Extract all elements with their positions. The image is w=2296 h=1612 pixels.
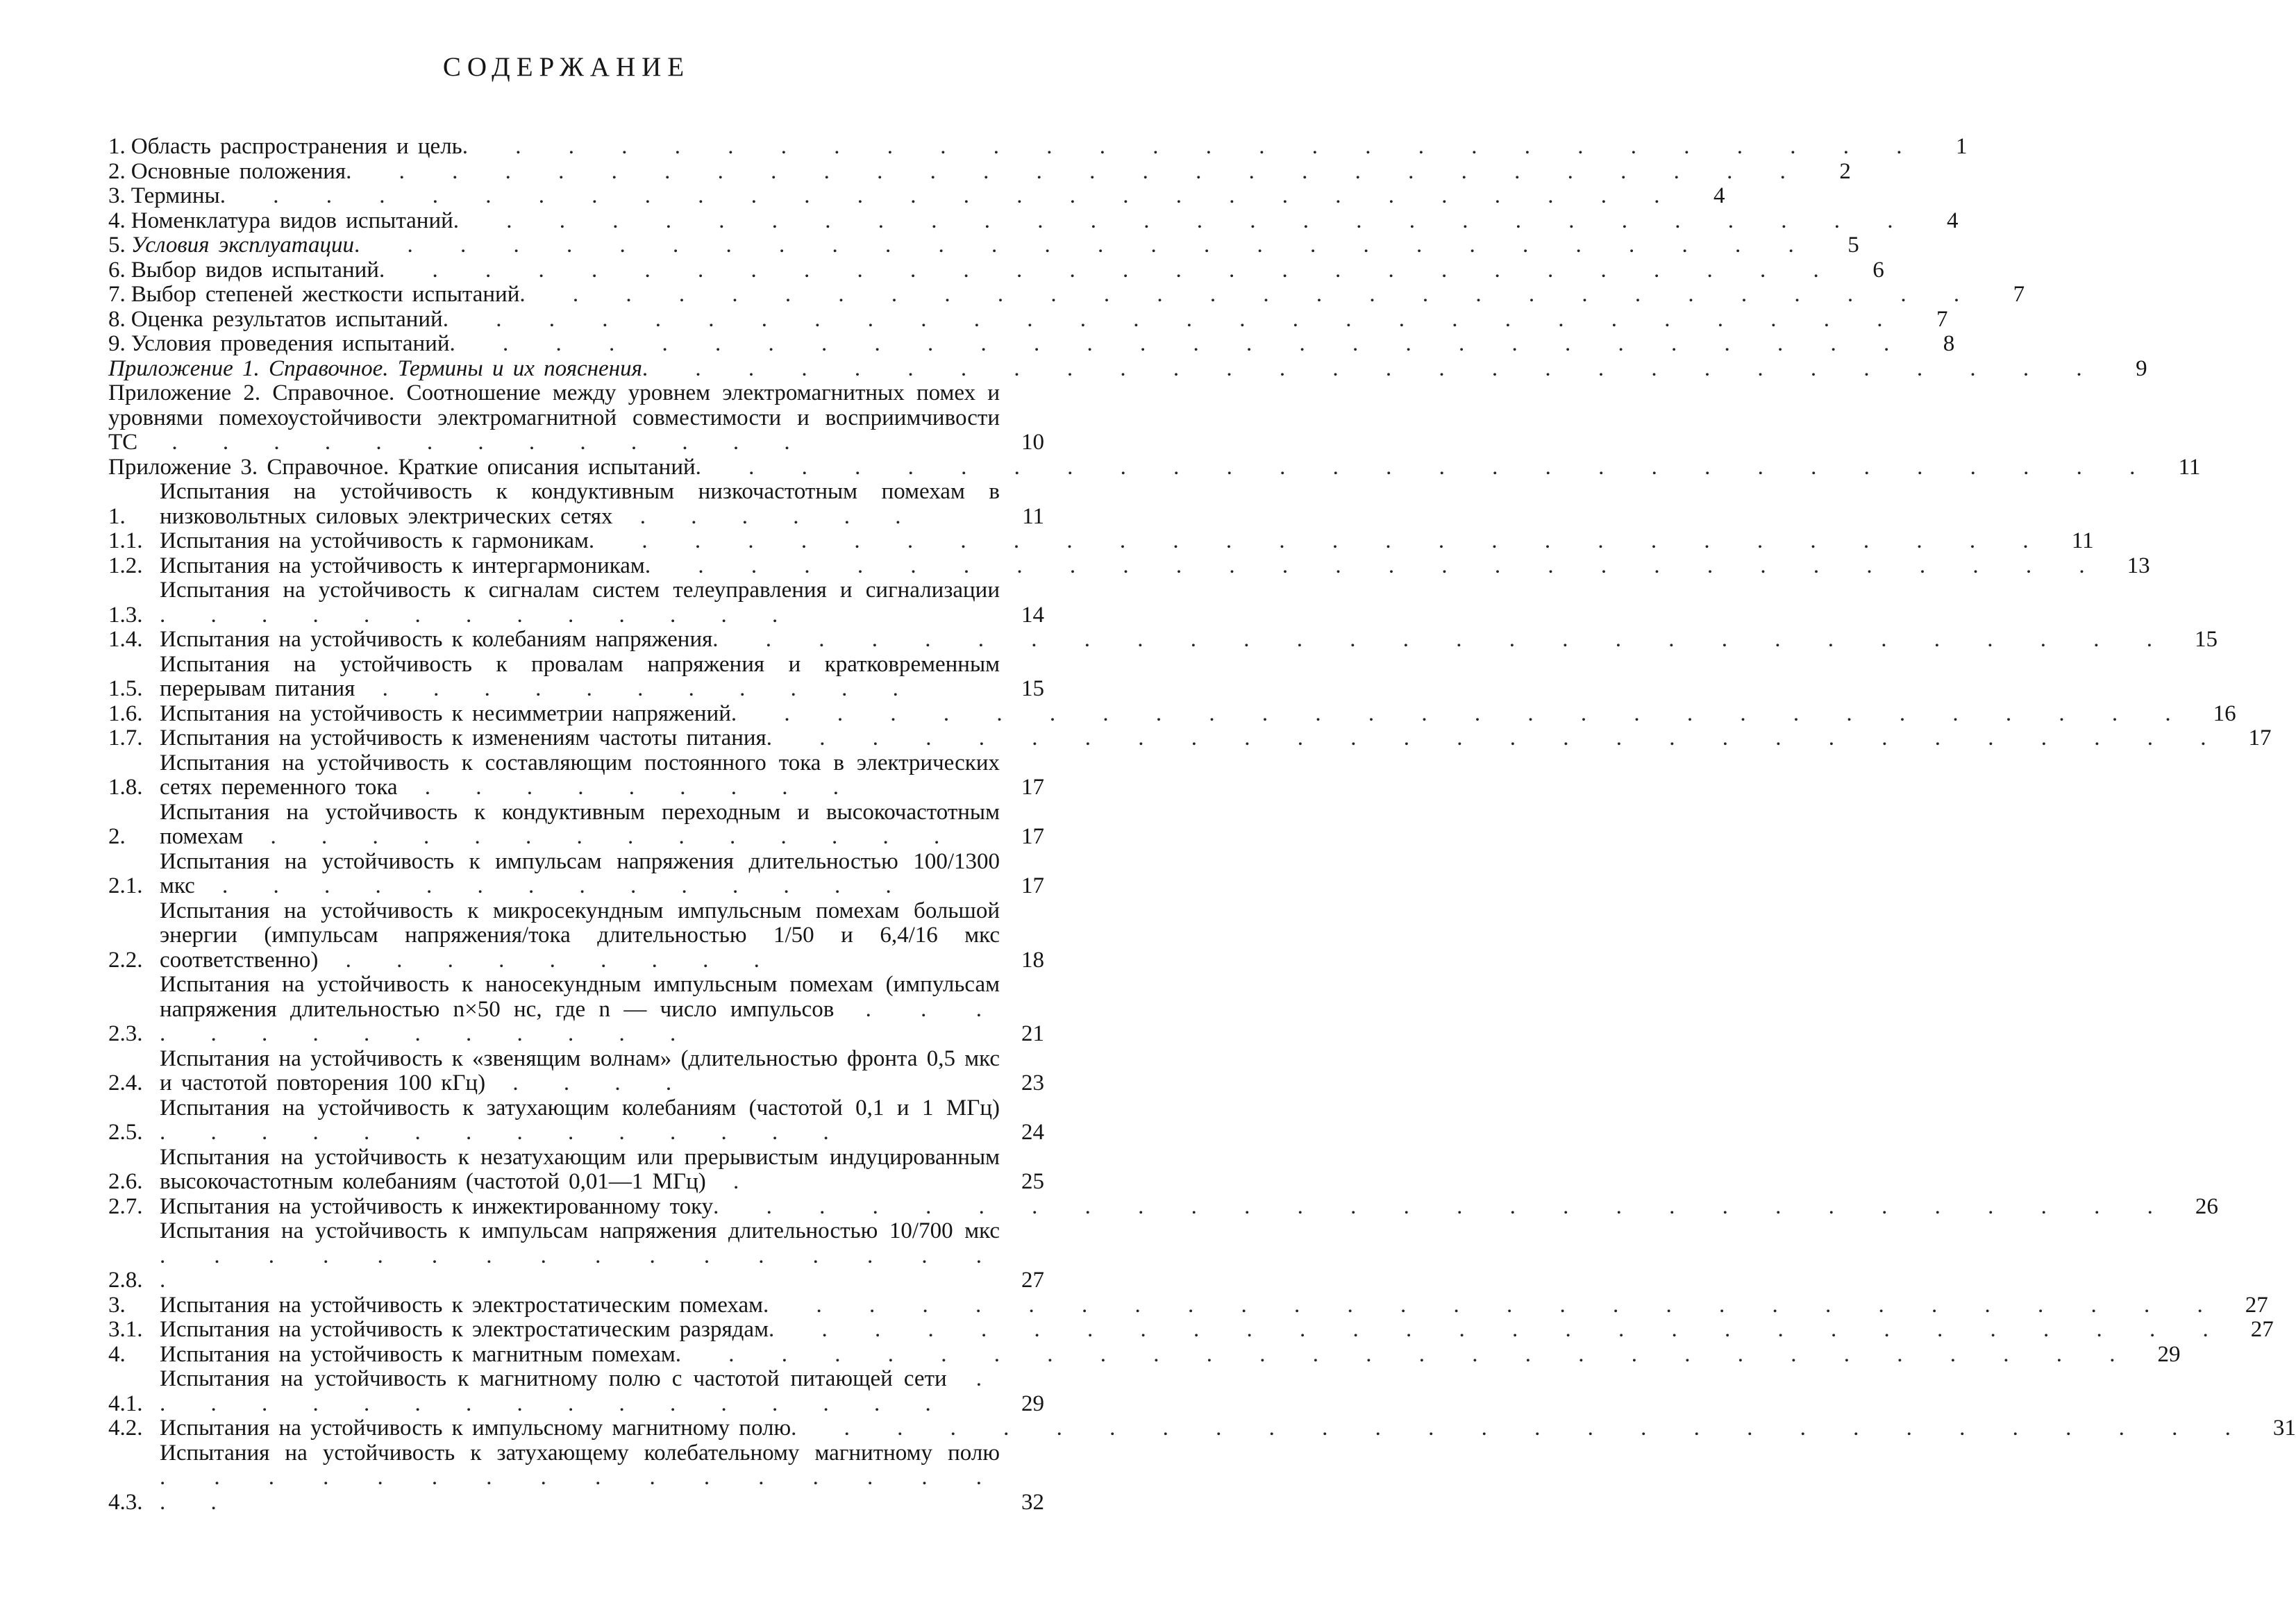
toc-entry-page: 1 [1955,134,1968,159]
toc-entry-a3-2-2[interactable] [108,899,1044,973]
dot-leader: . . . . . . . . . . . . . . . . . . . . . . . . . . . . [675,1341,2136,1367]
toc-entry-a3-2-5[interactable] [108,1096,1044,1145]
toc-entry-page: 4 [1947,208,1959,233]
toc-entry-title: Испытания на устойчивость к импульсам напряжения длительностью 10/700 мкс . . . . . . . . . . . . . . . . . [160,1218,1000,1293]
toc-entry-title: Испытания на устойчивость к гармоникам [160,528,589,553]
toc-entry-9[interactable] [108,331,1955,357]
toc-entry-a3-1-3[interactable] [108,578,1044,628]
toc-entry-a3-2-4[interactable] [108,1047,1044,1096]
toc-entry-number: 2. [108,158,126,184]
toc-entry-title: Испытания на устойчивость к импульсам напряжения длительностью 100/1300 мкс . . . . . . . . . . . . . . [160,848,1000,898]
toc-entry-title: Испытания на устойчивость к электростатическим разрядам [160,1317,769,1342]
toc-entry-page: 7 [2013,282,2025,307]
toc-entry-a3-3[interactable] [108,1292,2268,1318]
toc-entry-title: Приложение 2. Справочное. Соотношение между уровнем электромагнитных помех и уровнями помехоустойчивости электромагнитной совместимости и восприимчивости ТС . . . . . . . . . . . . . [108,380,1000,455]
toc-entry-title: Испытания на устойчивость к кондуктивным переходным и высокочастотным помехам . . . . . . . . . . . . . . [160,799,1000,849]
toc-entry-a3-4[interactable] [108,1341,2181,1368]
toc-entry-appendix-2[interactable] [108,381,1044,455]
toc-entry-title: Приложение 1. Справочное. Термины и их пояснения [108,355,642,381]
toc-entry-a3-2-6[interactable] [108,1145,1044,1195]
dot-leader: . . . . . . . . . . . . . . . . . . . . . . . . . . . . [791,1416,2252,1441]
toc-entry-title: Испытания на устойчивость к колебаниям напряжения [160,627,713,652]
toc-entry-page: 27 [2245,1292,2268,1318]
dot-leader: . . . . . . . . . . . . . . . . . . . . . . . . . . . . [644,553,2106,578]
toc-entry-page: 23 [1021,1071,1044,1095]
toc-entry-page: 25 [1021,1169,1044,1194]
toc-entry-number: 1.4. [108,627,143,652]
toc-entry-a3-2-1[interactable] [108,850,1044,899]
toc-entry-title: Выбор степеней жесткости испытаний [131,282,520,307]
toc-entry-page: 14 [1021,602,1044,628]
toc-entry-number: 3. [108,1292,126,1318]
toc-entry-title: Испытания на устойчивость к провалам напряжения и кратковременным перерывам питания . . . . . . . . . . . [160,651,1000,701]
toc-entry-page: 29 [2157,1341,2181,1367]
dot-leader: . . . . . . . . . . . . . . . . . . . . . . . . . . . . [766,725,2227,750]
toc-entry-a3-3-1[interactable] [108,1317,2274,1343]
toc-entry-a3-1-5[interactable] [108,653,1044,702]
toc-entry-page: 17 [1021,824,1044,849]
toc-entry-title: Испытания на устойчивость к составляющим постоянного тока в электрических сетях переменного тока . . . . . . . . . [160,750,1000,800]
table-of-contents [108,134,2296,1515]
toc-entry-4[interactable] [108,208,1959,234]
dot-leader: . . . . . . . . . . . . . . . . . . . . . . . . . . . . [519,282,1981,307]
toc-entry-appendix-3[interactable] [108,454,2201,480]
dot-leader: . . . . . . . . . . . . . . . . . . . . . . . . . . . . [442,306,1904,332]
toc-entry-title: Испытания на устойчивость к кондуктивным низкочастотным помехам в низковольтных силовых электрических сетях . . . . . . [160,479,1000,529]
dot-leader: . . . . . . . . . . . . . . . . . . . . . . . . . . . . [768,1317,2229,1342]
toc-entry-number: 2.4. [108,1071,143,1095]
dot-leader: . . . . . . . . . . . . . . . . . . . . . . . . . . . . [462,134,1923,159]
toc-entry-number: 7. [108,282,126,307]
toc-entry-a3-1-7[interactable] [108,725,2272,751]
toc-entry-title: Испытания на устойчивость к магнитным помехам [160,1341,676,1367]
dot-leader: . . . . . . . . . . . . . . . . . . . . . . . . . . . . [763,1292,2224,1318]
toc-entry-title: Выбор видов испытаний [131,257,379,283]
toc-entry-number: 9. [108,331,126,356]
toc-entry-a3-1-6[interactable] [108,700,2236,727]
dot-leader: . . . . . . . . . . . . . . . . . . . . . . . . . . . . [346,158,1807,184]
toc-entry-6[interactable] [108,257,1884,283]
toc-entry-number: 2.6. [108,1169,143,1194]
dot-leader: . . . . . . . . . . . . . . . . . . . . . . . . . . . . [449,331,1911,356]
toc-entry-page: 31 [2272,1416,2296,1441]
toc-entry-title: Испытания на устойчивость к несимметрии напряжений [160,700,731,726]
toc-entry-a3-1-8[interactable] [108,751,1044,800]
toc-entry-number: 3.1. [108,1317,143,1342]
page-title: СОДЕРЖАНИЕ [442,52,691,82]
toc-entry-number: 4. [108,208,126,233]
dot-leader: . . . . . . . . . . . . . . . . . . . . . . . . . . . . [378,257,1840,283]
dot-leader: . . . . . . . . . . . . . . . . . . . . . . . . . . . . [588,528,2050,553]
toc-entry-page: 21 [1021,1021,1044,1046]
toc-entry-number: 2.1. [108,873,143,898]
toc-entry-appendix-1[interactable] [108,355,2147,382]
toc-entry-a3-4-3[interactable] [108,1441,1044,1516]
toc-entry-page: 4 [1713,183,1725,208]
toc-entry-page: 5 [1847,233,1859,258]
toc-entry-page: 15 [1021,676,1044,701]
toc-entry-title: Испытания на устойчивость к «звенящим волнам» (длительностью фронта 0,5 мкс и частотой повторения 100 кГц) . . . . [160,1046,1000,1095]
toc-entry-number: 1.5. [108,676,143,701]
toc-entry-title: Испытания на устойчивость к изменениям частоты питания [160,725,766,750]
toc-entry-title: Испытания на устойчивость к затухающим колебаниям (частотой 0,1 и 1 МГц) . . . . . . . . . . . . . . [160,1095,1000,1145]
toc-entry-a3-1-4[interactable] [108,627,2218,653]
toc-entry-2[interactable] [108,158,1851,185]
toc-entry-a3-1-1[interactable] [108,528,2094,554]
dot-leader: . . . . . . . . . . . . . . . . . . . . . . . . . . . . [695,454,2156,480]
dot-leader: . . . . . . . . . . . . . . . . . . . . . . . . . . . . [713,1193,2174,1219]
toc-entry-number: 4.3. [108,1489,143,1515]
toc-entry-number: 1.3. [108,602,143,628]
toc-entry-page: 2 [1839,158,1851,184]
toc-entry-a3-4-1[interactable] [108,1367,1044,1416]
toc-entry-title: Испытания на устойчивость к микросекундным импульсным помехам большой энергии (импульсам напряжения/тока длительностью 1/50 и 6,4/16 мкс соответственно) . . . . . . . . . [160,898,1000,973]
toc-entry-page: 13 [2127,553,2150,578]
toc-entry-number: 4.1. [108,1391,143,1416]
toc-entry-3[interactable] [108,183,1725,209]
toc-entry-title: Испытания на устойчивость к магнитному полю с частотой питающей сети . . . . . . . . . . . . . . . . . [160,1366,1000,1416]
toc-entry-title: Испытания на устойчивость к сигналам систем телеуправления и сигнализации . . . . . . . . . . . . . [160,578,1000,628]
toc-entry-5[interactable] [108,233,1859,258]
toc-entry-number: 2.8. [108,1268,143,1293]
dot-leader: . . . . . . . . . . . . . . . . . . . . . . . . . . . . [712,627,2174,652]
toc-entry-a3-2-3[interactable] [108,973,1044,1047]
toc-entry-number: 2.5. [108,1120,143,1145]
dot-leader: . . . . . . . . . . . . . . . . . . . . . . . . . . . . [219,183,1681,208]
toc-entry-number: 1. [108,134,126,159]
toc-entry-page: 11 [2071,528,2094,553]
toc-entry-page: 11 [1022,503,1044,529]
toc-entry-title: Основные положения [131,158,346,184]
toc-entry-page: 29 [1021,1391,1044,1416]
toc-entry-title: Оценка результатов испытаний [131,306,443,332]
toc-entry-title: Испытания на устойчивость к электростатическим помехам [160,1292,763,1318]
toc-entry-title: Условия проведения испытаний [131,331,450,356]
dot-leader: . . . . . . . . . . . . . . . . . . . . . . . . . . . . [353,233,1815,258]
toc-entry-a3-2-8[interactable] [108,1219,1044,1293]
toc-entry-number: 1.8. [108,775,143,800]
toc-entry-page: 18 [1021,947,1044,973]
toc-entry-number: 4. [108,1341,126,1367]
toc-entry-a3-2[interactable] [108,800,1044,850]
toc-entry-page: 24 [1021,1120,1044,1145]
toc-entry-number: 3. [108,183,126,208]
toc-entry-page: 32 [1021,1489,1044,1515]
toc-entry-title: Испытания на устойчивость к интергармоникам [160,553,645,578]
toc-entry-number: 5. [108,233,126,258]
toc-entry-number: 2. [108,824,126,849]
toc-entry-number: 1.6. [108,700,143,726]
toc-entry-page: 7 [1936,306,1948,332]
toc-entry-title: Испытания на устойчивость к затухающему колебательному магнитному полю . . . . . . . . . . . . . . . . . . [160,1440,1000,1515]
toc-entry-number: 1. [108,503,126,529]
toc-entry-7[interactable] [108,282,2025,308]
toc-entry-title: Номенклатура видов испытаний [131,208,453,233]
toc-entry-page: 6 [1872,257,1884,283]
toc-entry-page: 8 [1943,331,1955,356]
dot-leader: . . . . . . . . . . . . . . . . . . . . . . . . . . . . [642,355,2103,381]
toc-entry-number: 8. [108,306,126,332]
toc-entry-number: 2.3. [108,1021,143,1046]
toc-entry-title: Термины [131,183,220,208]
toc-entry-page: 26 [2195,1193,2218,1219]
toc-entry-page: 11 [2178,454,2201,480]
toc-entry-page: 16 [2213,700,2236,726]
toc-entry-page: 17 [2248,725,2272,750]
toc-entry-number: 1.1. [108,528,143,553]
toc-entry-a3-4-2[interactable] [108,1416,2296,1441]
toc-entry-number: 2.7. [108,1193,143,1219]
toc-entry-number: 1.2. [108,553,143,578]
toc-entry-a3-2-7[interactable] [108,1193,2218,1220]
toc-entry-page: 17 [1021,873,1044,898]
toc-entry-title: Испытания на устойчивость к незатухающим или прерывистым индуцированным высокочастотным колебаниям (частотой 0,01—1 МГц) . [160,1144,1000,1194]
toc-entry-1[interactable] [108,134,1968,160]
toc-entry-title: Испытания на устойчивость к импульсному магнитному полю [160,1416,791,1441]
toc-entry-number: 6. [108,257,126,283]
toc-entry-page: 9 [2136,355,2147,381]
toc-entry-page: 17 [1021,775,1044,800]
toc-entry-page: 10 [1021,430,1044,455]
toc-entry-page: 15 [2195,627,2218,652]
toc-entry-number: 4.2. [108,1416,143,1441]
toc-entry-page: 27 [2250,1317,2274,1342]
toc-entry-8[interactable] [108,306,1948,333]
toc-entry-title: Испытания на устойчивость к наносекундным импульсным помехам (импульсам напряжения длительностью n×50 нс, где n — число импульсов . . . . . . . . . . . . . . [160,972,1000,1046]
toc-entry-title: Область распространения и цель [131,134,462,159]
dot-leader: . . . . . . . . . . . . . . . . . . . . . . . . . . . . [730,700,2192,726]
toc-entry-title: Приложение 3. Справочное. Краткие описания испытаний [108,454,696,480]
toc-entry-a3-1-2[interactable] [108,553,2150,579]
toc-entry-a3-1[interactable] [108,480,1044,529]
toc-entry-title: Испытания на устойчивость к инжектированному току [160,1193,714,1219]
toc-entry-page: 27 [1021,1268,1044,1293]
toc-entry-number: 2.2. [108,947,143,973]
dot-leader: . . . . . . . . . . . . . . . . . . . . . . . . . . . . [453,208,1914,233]
toc-entry-title: Условия эксплуатации [131,233,354,258]
toc-entry-number: 1.7. [108,725,143,750]
